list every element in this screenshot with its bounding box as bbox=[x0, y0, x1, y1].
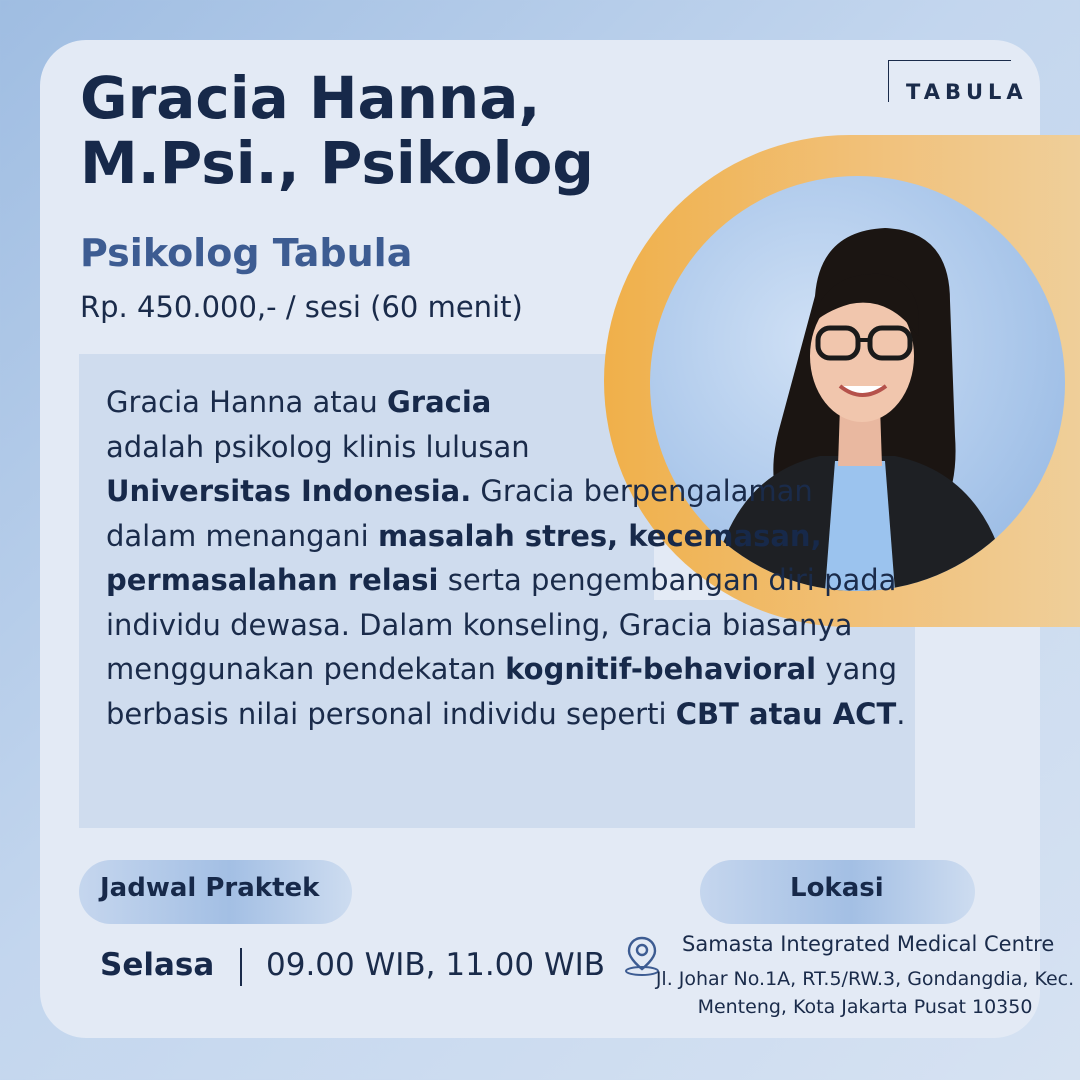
bio-text-segment: Gracia Hanna atau bbox=[106, 385, 387, 419]
bio-highlight: CBT atau ACT bbox=[675, 696, 897, 731]
location-heading: Lokasi bbox=[790, 873, 884, 903]
bio-text-segment: Gracia berpengalaman dalam menangani bbox=[106, 474, 813, 553]
psychologist-name: Gracia Hanna, M.Psi., Psikolog bbox=[80, 64, 594, 197]
session-price: Rp. 450.000,- / sesi (60 menit) bbox=[80, 290, 523, 324]
bio-text-segment: . bbox=[896, 696, 906, 731]
bio-text-segment: yang berbasis nilai personal individu seperti bbox=[106, 652, 898, 731]
schedule-divider bbox=[240, 948, 242, 986]
location-address: Jl. Johar No.1A, RT.5/RW.3, Gondangdia, Kec. Menteng, Kota Jakarta Pusat 10350 bbox=[655, 968, 1075, 1018]
location-name: Samasta Integrated Medical Centre bbox=[682, 932, 1055, 956]
bio-text bbox=[106, 380, 906, 736]
schedule-day: Selasa bbox=[100, 947, 215, 983]
bio-highlight: masalah stres, kecemasan, permasalahan relasi bbox=[106, 518, 822, 597]
schedule-times: 09.00 WIB, 11.00 WIB bbox=[266, 947, 606, 983]
bio-text-segment: serta pengembangan diri pada individu dewasa. Dalam konseling, Gracia biasanya menggunakan pendekatan bbox=[106, 563, 897, 686]
schedule-heading: Jadwal Praktek bbox=[100, 873, 320, 903]
bio-text-segment: adalah psikolog klinis lulusan bbox=[106, 429, 530, 464]
psychologist-role: Psikolog Tabula bbox=[80, 231, 413, 275]
bio-highlight: kognitif-behavioral bbox=[505, 652, 817, 686]
bio-highlight: Universitas Indonesia. bbox=[106, 474, 472, 508]
tabula-logo: TABULA bbox=[906, 80, 1028, 104]
bio-highlight: Gracia bbox=[387, 385, 492, 419]
